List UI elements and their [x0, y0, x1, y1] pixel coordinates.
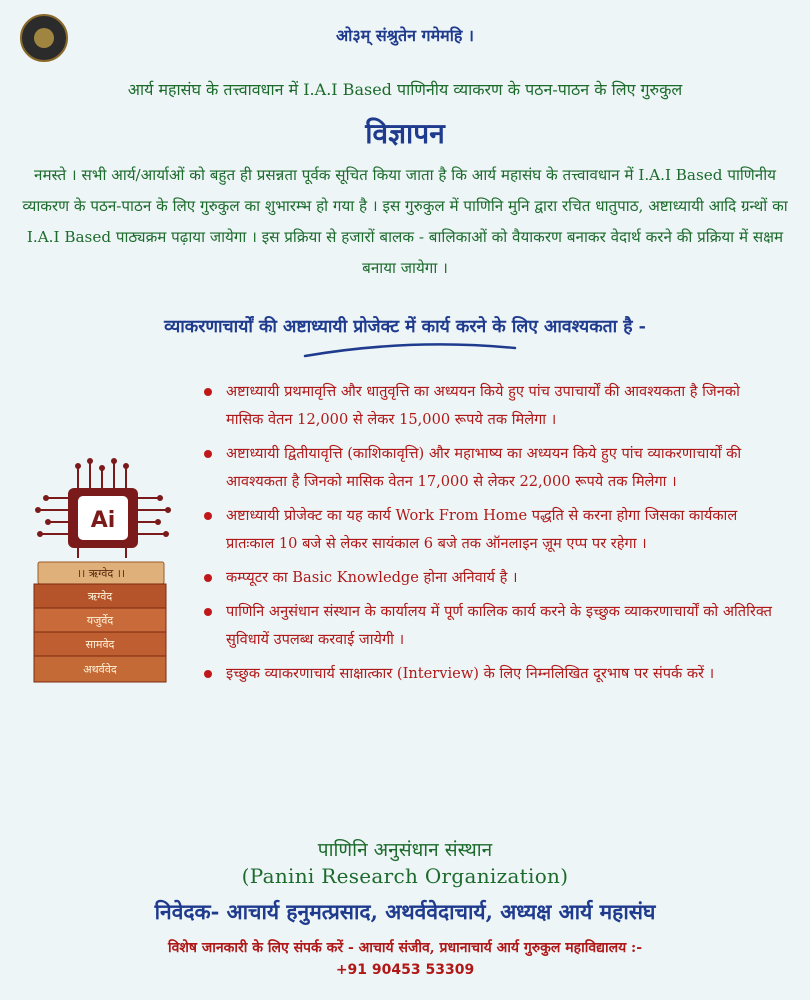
- list-item-text: इच्छुक व्याकरणाचार्य साक्षात्कार (Interview) के लिए निम्नलिखित दूरभाष पर संपर्क करें ।: [226, 665, 715, 682]
- book-title: यजुर्वेद: [86, 614, 114, 627]
- organization-name-hindi: पाणिनि अनुसंधान संस्थान: [317, 839, 493, 861]
- list-item-text: अष्टाध्यायी प्रथमावृत्ति और धातुवृत्ति का अध्ययन किये हुए पांच उपाचार्यों की आवश्यकता है जिनको मासिक वेतन 12,000 से लेकर 15,000 रूपये तक मिलेगा ।: [226, 383, 740, 428]
- bullet-icon: [204, 574, 212, 582]
- list-item-text: अष्टाध्यायी प्रोजेक्ट का यह कार्य Work From Home पद्धति से करना होगा जिसका कार्यकाल प्रातःकाल 10 बजे से लेकर सायंकाल 6 बजे तक ऑनलाइन ज़ूम एप्प पर रहेगा ।: [226, 507, 738, 552]
- list-item-text: कम्प्यूटर का Basic Knowledge होना अनिवार्य है ।: [226, 569, 518, 586]
- book-title: ऋग्वेद: [87, 590, 113, 603]
- requirement-heading: व्याकरणाचार्यों की अष्टाध्यायी प्रोजेक्ट में कार्य करने के लिए आवश्यकता है -: [164, 317, 646, 337]
- contact-line: विशेष जानकारी के लिए संपर्क करें - आचार्य संजीव, प्रधानाचार्य आर्य गुरुकुल महाविद्यालय :-: [167, 940, 643, 956]
- bullet-icon: [204, 608, 212, 616]
- list-item: [200, 598, 780, 654]
- phone-number[interactable]: +91 90453 53309: [335, 962, 475, 978]
- list-item-text: पाणिनि अनुसंधान संस्थान के कार्यालय में पूर्ण कालिक कार्य करने के इच्छुक व्याकरणाचार्यों को अतिरिक्त सुविधायें उपलब्ध करवाई जायेगी ।: [226, 603, 772, 648]
- bullet-icon: [204, 512, 212, 520]
- ai-vedas-illustration: [28, 458, 178, 688]
- book-title: अथर्ववेद: [83, 663, 117, 676]
- book-title: ।। ऋग्वेद ।।: [76, 567, 126, 580]
- book-title: सामवेद: [85, 638, 115, 651]
- bullet-icon: [204, 388, 212, 396]
- applicant-line: निवेदक- आचार्य हनुमत्प्रसाद, अथर्ववेदाचार्य, अध्यक्ष आर्य महासंघ: [154, 899, 656, 924]
- page-title: विज्ञापन: [365, 117, 445, 150]
- list-item: [200, 502, 780, 558]
- intro-paragraph: नमस्ते । सभी आर्य/आर्याओं को बहुत ही प्रसन्नता पूर्वक सूचित किया जाता है कि आर्य महासंघ के तत्त्वावधान में I.A.I Based पाणिनीय व्याकरण के पठन-पाठन के लिए गुरुकुल का शुभारम्भ हो गया है । इस गुरुकुल में पाणिनि मुनि द्वारा रचित धातुपाठ, अष्टाध्यायी आदि ग्रन्थों का I.A.I Based पाठ्यक्रम पढ़ाया जायेगा । इस प्रक्रिया से हजारों बालक - बालिकाओं को वैयाकरण बनाकर वेदार्थ करने की प्रक्रिया में सक्षम बनाया जायेगा ।: [22, 166, 788, 277]
- list-item: [200, 440, 780, 496]
- bullet-icon: [204, 670, 212, 678]
- bullet-icon: [204, 450, 212, 458]
- chip-label: Ai: [90, 508, 116, 533]
- list-item: [200, 564, 780, 592]
- invocation-text: ओ३म् संश्रुतेन गमेमहि ।: [336, 26, 474, 45]
- requirements-list: [200, 378, 780, 694]
- organization-name-english: (Panini Research Organization): [241, 864, 569, 888]
- subtitle: आर्य महासंघ के तत्त्वावधान में I.A.I Based पाणिनीय व्याकरण के पठन-पाठन के लिए गुरुकुल: [127, 80, 683, 99]
- decorative-swoosh: [300, 340, 520, 360]
- list-item: [200, 660, 780, 688]
- list-item-text: अष्टाध्यायी द्वितीयावृत्ति (काशिकावृत्ति) और महाभाष्य का अध्ययन किये हुए पांच व्याकरणाचार्यों की आवश्यकता है जिनको मासिक वेतन 17,000 से लेकर 22,000 रूपये तक मिलेगा ।: [226, 445, 742, 490]
- list-item: [200, 378, 780, 434]
